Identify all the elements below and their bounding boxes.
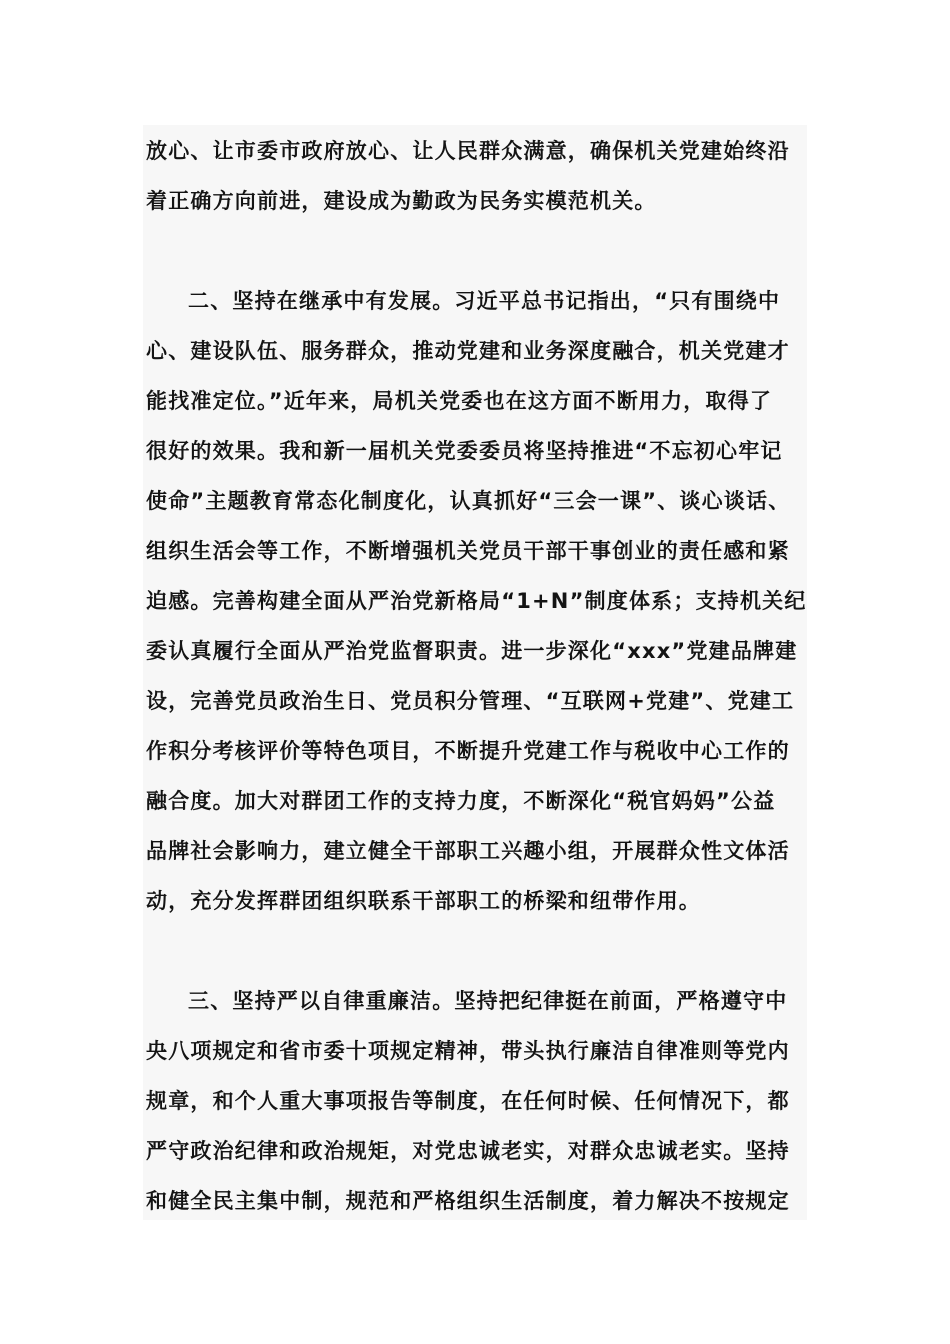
paragraph-1 bbox=[146, 126, 806, 226]
paragraph-2-line-10: 作积分考核评价等特色项目，不断提升党建工作与税收中心工作的 bbox=[146, 739, 790, 763]
paragraph-2-line-2: 心、建设队伍、服务群众，推动党建和业务深度融合，机关党建才 bbox=[146, 339, 790, 363]
paragraph-2-line-11: 融合度。加大对群团工作的支持力度，不断深化“税官妈妈”公益 bbox=[146, 789, 776, 813]
paragraph-2-line-4: 很好的效果。我和新一届机关党委委员将坚持推进“不忘初心牢记 bbox=[146, 439, 783, 463]
paragraph-1-line-1: 放心、让市委市政府放心、让人民群众满意，确保机关党建始终沿 bbox=[146, 139, 790, 163]
paragraph-3-line-4: 严守政治纪律和政治规矩，对党忠诚老实，对群众忠诚老实。坚持 bbox=[146, 1139, 790, 1163]
paragraph-1-line-2: 着正确方向前进，建设成为勤政为民务实模范机关。 bbox=[146, 189, 657, 213]
paragraph-2-line-1: 二、坚持在继承中有发展。习近平总书记指出，“只有围绕中 bbox=[188, 289, 781, 313]
paragraph-2-line-5: 使命”主题教育常态化制度化，认真抓好“三会一课”、谈心谈话、 bbox=[146, 489, 791, 513]
paragraph-3-line-1: 三、坚持严以自律重廉洁。坚持把纪律挺在前面，严格遵守中 bbox=[188, 989, 788, 1013]
paragraph-2-line-3: 能找准定位。”近年来，局机关党委也在这方面不断用力，取得了 bbox=[146, 389, 773, 413]
paragraph-2-line-13: 动，充分发挥群团组织联系干部职工的桥梁和纽带作用。 bbox=[146, 889, 701, 913]
paragraph-2 bbox=[146, 276, 806, 926]
paragraph-3-line-2: 央八项规定和省市委十项规定精神，带头执行廉洁自律准则等党内 bbox=[146, 1039, 790, 1063]
paragraph-2-line-9: 设，完善党员政治生日、党员积分管理、“互联网+党建”、党建工 bbox=[146, 689, 795, 713]
paragraph-2-line-6: 组织生活会等工作，不断增强机关党员干部干事创业的责任感和紧 bbox=[146, 539, 790, 563]
paragraph-3-line-5: 和健全民主集中制，规范和严格组织生活制度，着力解决不按规定 bbox=[146, 1189, 790, 1213]
paragraph-2-line-12: 品牌社会影响力，建立健全干部职工兴趣小组，开展群众性文体活 bbox=[146, 839, 790, 863]
paragraph-2-line-7: 迫感。完善构建全面从严治党新格局“1+N”制度体系；支持机关纪 bbox=[146, 589, 807, 613]
paragraph-2-line-8: 委认真履行全面从严治党监督职责。进一步深化“xxx”党建品牌建 bbox=[146, 639, 798, 663]
paragraph-3-line-3: 规章，和个人重大事项报告等制度，在任何时候、任何情况下，都 bbox=[146, 1089, 790, 1113]
paragraph-3 bbox=[146, 976, 806, 1226]
